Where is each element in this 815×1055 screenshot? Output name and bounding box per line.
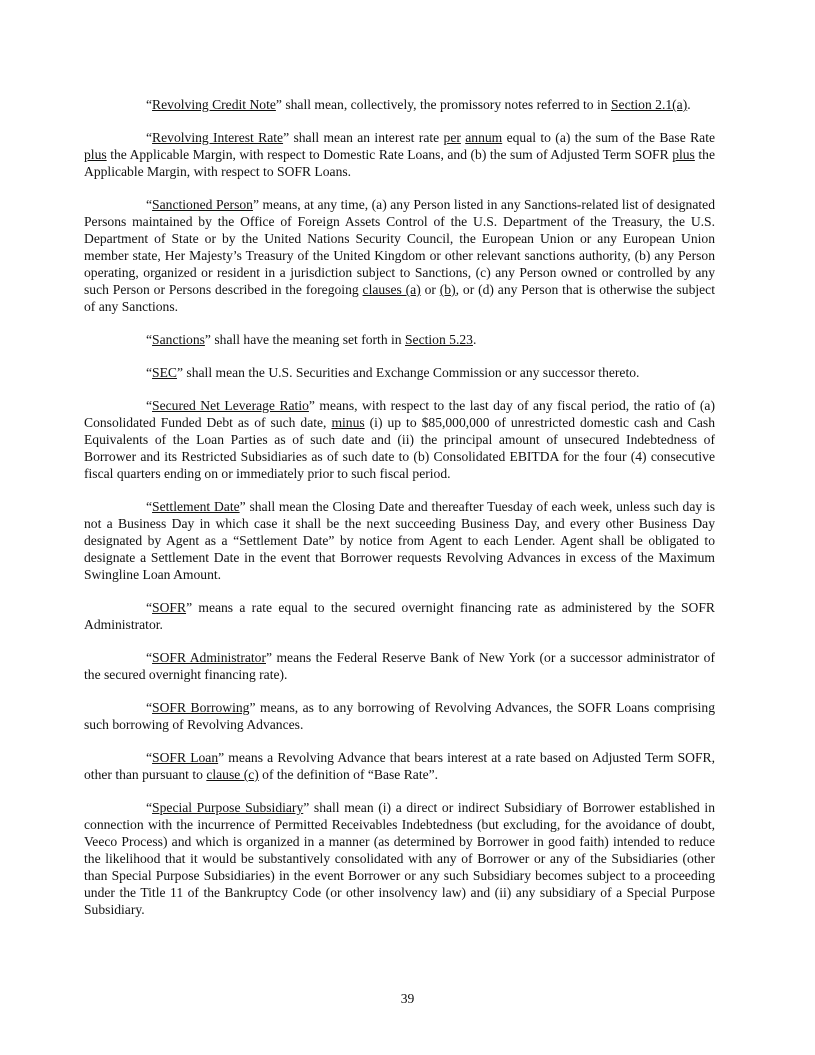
definition-paragraph	[84, 649, 715, 683]
defined-term: Secured Net Leverage Ratio	[152, 398, 309, 413]
definition-text: ” shall mean the Closing Date and thereafter Tuesday of each week, unless such day is not a Business Day in which case it shall be the next succeeding Business Day, and every other Business Day designated by Agent as a “Settlement Date” by notice from Agent to each Lender. Agent shall be obligated to designate a Settlement Date in the event that Borrower requests Revolving Advances in excess of the Maximum Swingline Loan Amount.	[84, 499, 716, 582]
underlined-reference: Section 5.23	[405, 332, 473, 347]
definition-text: (i) up to $85,000,000 of unrestricted domestic cash and Cash Equivalents of the Loan Parties as of such date and (ii) the principal amount of unsecured Indebtedness of Borrower and its Restricted Subsidiaries as of such date to (b) Consolidated EBITDA for the four (4) consecutive fiscal quarters ending on or immediately prior to such fiscal period.	[84, 415, 715, 481]
defined-term: SEC	[152, 365, 177, 380]
underlined-reference: annum	[465, 130, 503, 145]
underlined-reference: plus	[84, 147, 107, 162]
defined-term: Sanctions	[152, 332, 205, 347]
definition-text: “	[146, 700, 153, 715]
definitions-section	[84, 96, 715, 934]
definition-text: .	[687, 97, 691, 112]
underlined-reference: plus	[672, 147, 695, 162]
definition-text: “	[146, 499, 153, 514]
definition-text: ” means, as to any borrowing of Revolving Advances, the SOFR Loans comprising such borrowing of Revolving Advances.	[84, 700, 715, 732]
definition-text: “	[146, 197, 153, 212]
definition-text: “	[146, 365, 153, 380]
definition-text: “	[146, 750, 153, 765]
definition-text: of the definition of “Base Rate”.	[258, 767, 439, 782]
definition-text: , or (d) any Person that is otherwise the subject of any Sanctions.	[84, 282, 715, 314]
definition-text: ” means, with respect to the last day of any fiscal period, the ratio of (a) Consolidated Funded Debt as of such date,	[84, 398, 715, 430]
definition-text: “	[146, 398, 153, 413]
page-number: 39	[400, 991, 415, 1006]
definition-text: ” shall mean an interest rate	[283, 130, 444, 145]
definition-text: “	[146, 800, 153, 815]
defined-term: Revolving Credit Note	[152, 97, 276, 112]
definition-paragraph	[84, 699, 715, 733]
definition-text: the Applicable Margin, with respect to Domestic Rate Loans, and (b) the sum of Adjusted Term SOFR	[106, 147, 673, 162]
definition-paragraph	[84, 129, 715, 180]
definition-text: “	[146, 650, 153, 665]
definition-text: “	[146, 332, 153, 347]
definition-text: ” shall have the meaning set forth in	[204, 332, 405, 347]
underlined-reference: per	[443, 130, 461, 145]
underlined-reference: minus	[331, 415, 365, 430]
definition-text: “	[146, 130, 153, 145]
definition-text: ” means a rate equal to the secured overnight financing rate as administered by the SOFR Administrator.	[84, 600, 715, 632]
defined-term: Revolving Interest Rate	[152, 130, 284, 145]
definition-paragraph	[84, 498, 715, 583]
definition-text: ” means a Revolving Advance that bears interest at a rate based on Adjusted Term SOFR, other than pursuant to	[84, 750, 715, 782]
definition-paragraph	[84, 397, 715, 482]
defined-term: Sanctioned Person	[152, 197, 253, 212]
definition-text: ” shall mean, collectively, the promissory notes referred to in	[275, 97, 611, 112]
defined-term: SOFR Loan	[152, 750, 219, 765]
definition-text: ” means, at any time, (a) any Person listed in any Sanctions-related list of designated Persons maintained by the Office of Foreign Assets Control of the U.S. Department of the Treasury, the U.S. Department of State or by the United Nations Security Council, the European Union or any European Union member state, Her Majesty’s Treasury of the United Kingdom or other relevant sanctions authority, (b) any Person operating, organized or resident in a jurisdiction subject to Sanctions, (c) any Person owned or controlled by any such Person or Persons described in the foregoing	[84, 197, 715, 297]
definition-text: ” shall mean the U.S. Securities and Exchange Commission or any successor thereto.	[176, 365, 640, 380]
defined-term: SOFR Administrator	[152, 650, 266, 665]
defined-term: SOFR Borrowing	[152, 700, 250, 715]
definition-text: equal to (a) the sum of the Base Rate	[502, 130, 716, 145]
definition-paragraph	[84, 196, 715, 315]
definition-text: “	[146, 97, 153, 112]
definition-text: “	[146, 600, 153, 615]
definition-text: .	[472, 332, 477, 347]
definition-paragraph	[84, 799, 715, 918]
defined-term: Settlement Date	[152, 499, 240, 514]
definition-text: ” shall mean (i) a direct or indirect Subsidiary of Borrower established in connection with the incurrence of Permitted Receivables Indebtedness (but excluding, for the avoidance of doubt, Veeco Process) and which is organized in a manner (as determined by Borrower in good faith) intended to reduce the likelihood that it would be substantively consolidated with any of Borrower or any of the Subsidiaries (other than Special Purpose Subsidiaries) in the event Borrower or any such Subsidiary becomes subject to a proceeding under the Title 11 of the Bankruptcy Code (or other insolvency law) and (ii) any subsidiary of a Special Purpose Subsidiary.	[84, 800, 715, 917]
definition-paragraph	[84, 599, 715, 633]
definition-text: or	[420, 282, 440, 297]
defined-term: SOFR	[152, 600, 187, 615]
definition-paragraph	[84, 96, 715, 113]
definition-text: the Applicable Margin, with respect to SOFR Loans.	[84, 147, 715, 179]
definition-paragraph	[84, 331, 715, 348]
underlined-reference: clause (c)	[206, 767, 259, 782]
definition-paragraph	[84, 749, 715, 783]
underlined-reference: clauses (a)	[362, 282, 421, 297]
underlined-reference: Section 2.1(a)	[610, 97, 688, 112]
underlined-reference: (b)	[439, 282, 456, 297]
definition-text: ” means the Federal Reserve Bank of New York (or a successor administrator of the secured overnight financing rate).	[84, 650, 715, 682]
defined-term: Special Purpose Subsidiary	[152, 800, 304, 815]
definition-paragraph	[84, 364, 715, 381]
